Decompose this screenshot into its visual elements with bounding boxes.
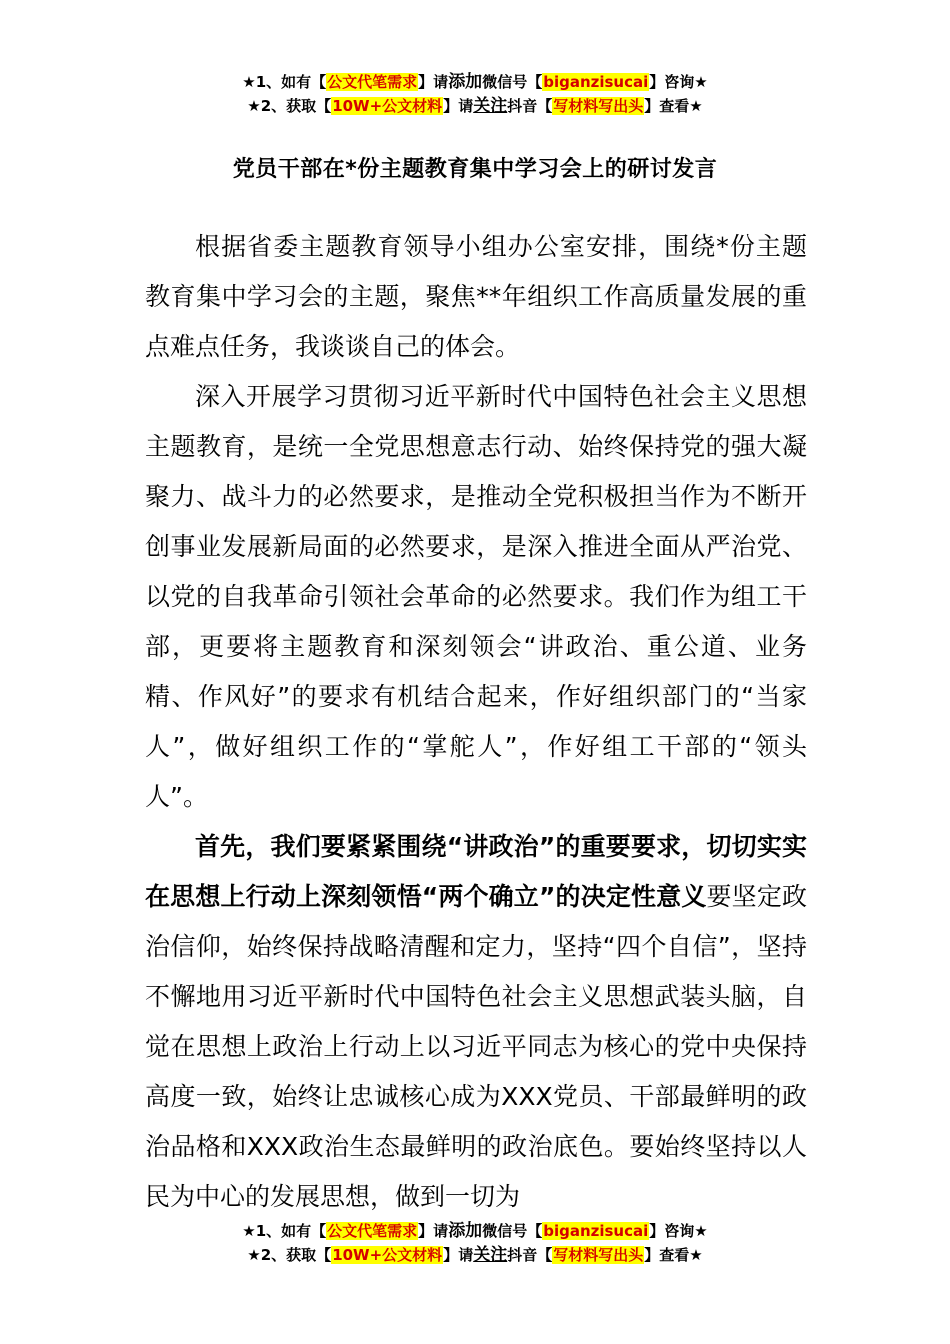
banner-text: ★2、获取【 (247, 1246, 332, 1264)
paragraph: 根据省委主题教育领导小组办公室安排，围绕*份主题教育集中学习会的主题，聚焦**年组织工作高质量发展的重点难点任务，我谈谈自己的体会。 (145, 232, 807, 361)
banner-text: 】请 (443, 1246, 474, 1264)
footer-banner (0, 1219, 950, 1267)
banner-text: 】查看★ (644, 97, 703, 115)
banner-text: ★1、如有【 (242, 73, 327, 91)
banner-wechat-id: biganzisucai (543, 1222, 649, 1240)
banner-text: ★1、如有【 (242, 1222, 327, 1240)
banner-highlight: 公文代笔需求 (327, 1222, 418, 1240)
banner-text: 】咨询★ (649, 1222, 708, 1240)
banner-highlight: 公文代笔需求 (327, 73, 418, 91)
banner-line-2 (0, 1243, 950, 1267)
banner-line-2 (0, 94, 950, 118)
paragraph: 深入开展学习贯彻习近平新时代中国特色社会主义思想主题教育，是统一全党思想意志行动、始终保持党的强大凝聚力、战斗力的必然要求，是推动全党积极担当作为不断开创事业发展新局面的必然要求，是深入推进全面从严治党、以党的自我革命引领社会革命的必然要求。我们作为组工干部，更要将主题教育和深刻领会“讲政治、重公道、业务精、作风好”的要求有机结合起来，作好组织部门的“当家人”，做好组织工作的“掌舵人”，作好组工干部的“领头人”。 (145, 382, 807, 811)
banner-text: 抖音【 (507, 97, 553, 115)
banner-emphasis: 关注 (473, 96, 508, 116)
banner-text: 】请 (443, 97, 474, 115)
header-banner (0, 70, 950, 118)
banner-text: 】咨询★ (649, 73, 708, 91)
section-heading: 首先，我们要紧紧围绕“讲政治”的重要要求，切切实实在思想上行动上深刻领悟“两个确立”的决定性意义 (145, 832, 807, 911)
banner-line-1 (0, 1219, 950, 1243)
document-body (145, 222, 807, 1222)
banner-text: ★2、获取【 (247, 97, 332, 115)
banner-text: 】请 (418, 73, 449, 91)
banner-text: 抖音【 (507, 1246, 553, 1264)
banner-douyin-id: 写材料写出头 (553, 97, 644, 115)
banner-highlight: 10W+公文材料 (332, 1246, 443, 1264)
banner-text: 】请 (418, 1222, 449, 1240)
document-title: 党员干部在*份主题教育集中学习会上的研讨发言 (232, 157, 718, 182)
banner-emphasis: 关注 (473, 1245, 508, 1265)
banner-douyin-id: 写材料写出头 (553, 1246, 644, 1264)
banner-text: 】查看★ (644, 1246, 703, 1264)
section-text: 要坚定政治信仰，始终保持战略清醒和定力，坚持“四个自信”，坚持不懈地用习近平新时代中国特色社会主义思想武装头脑，自觉在思想上政治上行动上以习近平同志为核心的党中央保持高度一致，始终让忠诚核心成为XXX党员、干部最鲜明的政治品格和XXX政治生态最鲜明的政治底色。要始终坚持以人民为中心的发展思想，做到一切为 (145, 882, 807, 1211)
section-paragraph (145, 822, 807, 1222)
banner-emphasis: 添加 (448, 1221, 483, 1241)
banner-wechat-id: biganzisucai (543, 73, 649, 91)
banner-text: 微信号【 (482, 1222, 543, 1240)
banner-emphasis: 添加 (448, 72, 483, 92)
banner-text: 微信号【 (482, 73, 543, 91)
banner-highlight: 10W+公文材料 (332, 97, 443, 115)
banner-line-1 (0, 70, 950, 94)
